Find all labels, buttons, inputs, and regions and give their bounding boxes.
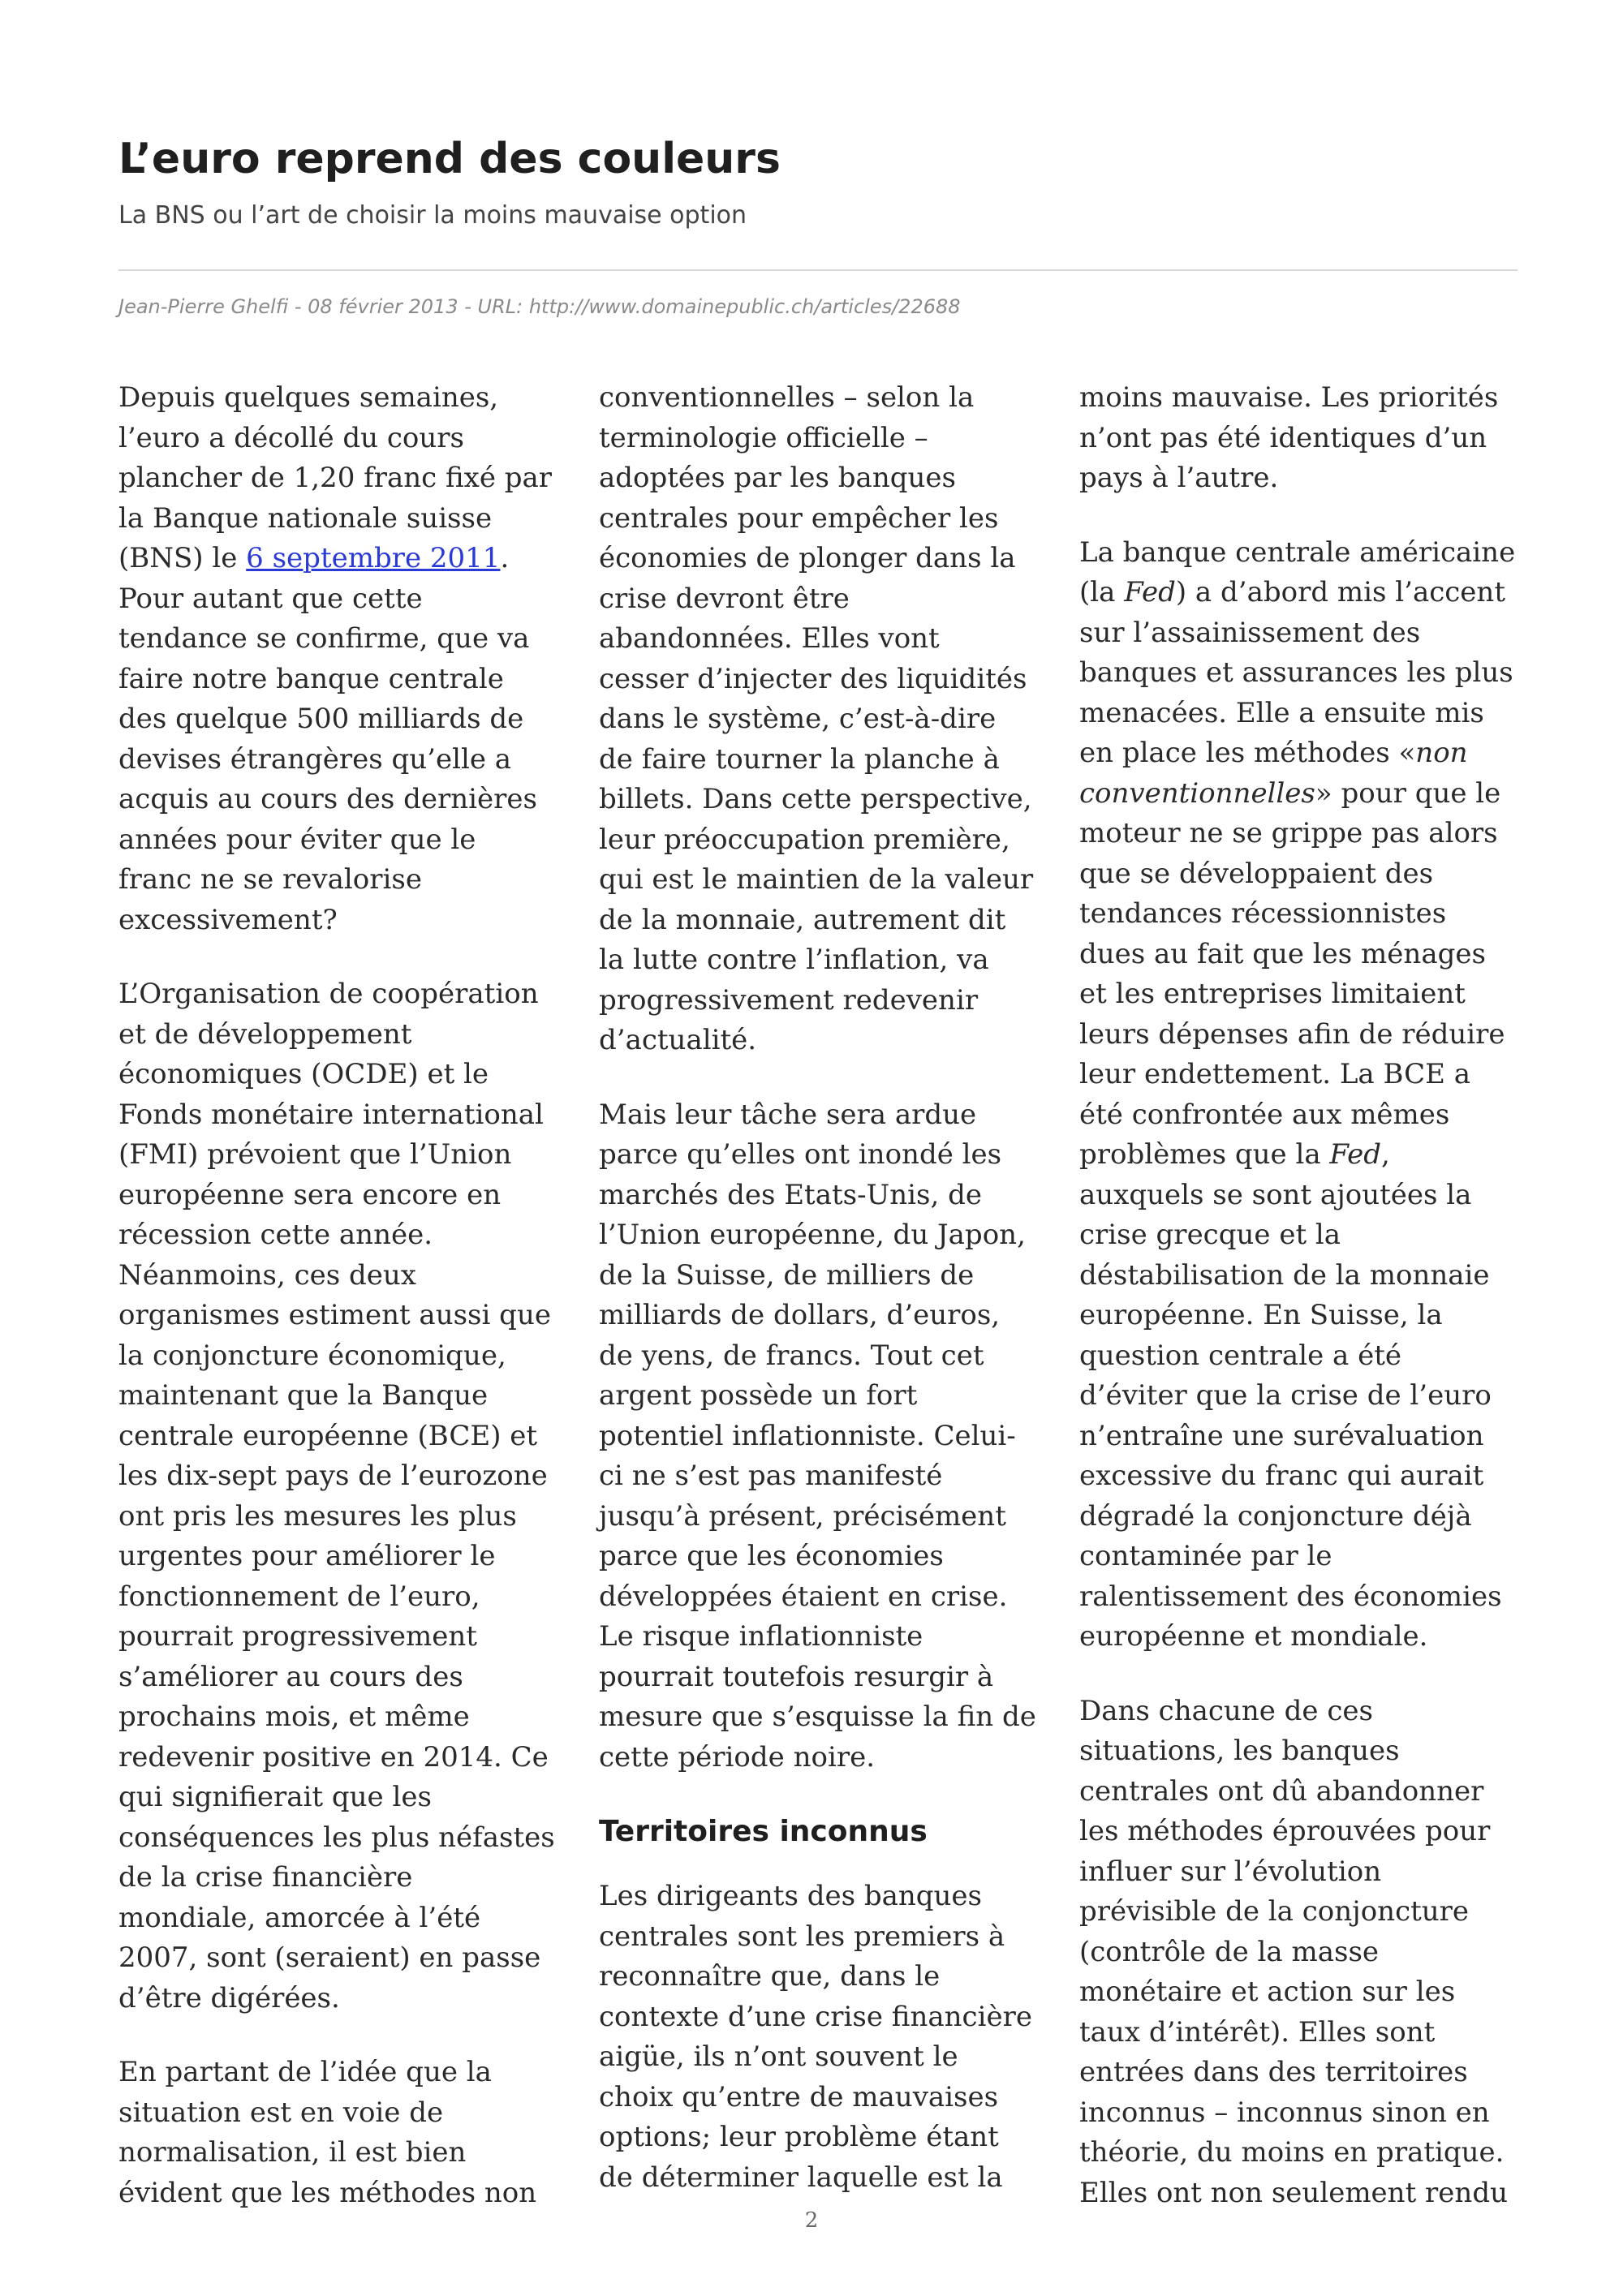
column-3 bbox=[1079, 378, 1518, 2209]
paragraph: Dans chacune de ces situations, les banques centrales ont dû abandonner les méthodes éprouvées pour influer sur l’évolution prévisible de la conjoncture (contrôle de la masse monétaire et action sur les taux d’intérêt). Elles sont entrées dans des territoires inconnus – inconnus sinon en théorie, du moins en pratique. Elles ont non seulement rendu bbox=[1079, 1694, 1508, 2209]
section-heading: Territoires inconnus bbox=[599, 1815, 928, 1848]
paragraph: L’Organisation de coopération et de développement économiques (OCDE) et le Fonds monétaire international (FMI) prévoient que l’Union européenne sera encore en récession cette année. Néanmoins, ces deux organismes estiment aussi que la conjoncture économique, maintenant que la Banque centrale européenne (BCE) et les dix-sept pays de l’eurozone ont pris les mesures les plus urgentes pour améliorer le fonctionnement de l’euro, pourrait progressivement s’améliorer au cours des prochains mois, et même redevenir positive en 2014. Ce qui signifierait que les conséquences les plus néfastes de la crise financière mondiale, amorcée à l’été 2007, sont (seraient) en passe d’être digérées. bbox=[118, 978, 555, 2014]
article-body bbox=[118, 378, 1518, 2209]
paragraph: Les dirigeants des banques centrales sont les premiers à reconnaître que, dans le contexte d’une crise financière aigüe, ils n’ont souvent le choix qu’entre de mauvaises options; leur problème étant de déterminer laquelle est la bbox=[599, 1880, 1032, 2194]
paragraph: conventionnelles – selon la terminologie officielle – adoptées par les banques centrales pour empêcher les économies de plonger dans la crise devront être abandonnées. Elles vont cesser d’injecter des liquidités dans le système, c’est-à-dire de faire tourner la planche à billets. Dans cette perspective, leur préoccupation première, qui est le maintien de la valeur de la monnaie, autrement dit la lutte contre l’inflation, va progressivement redevenir d’actualité. bbox=[599, 381, 1034, 1056]
date-link[interactable]: 6 septembre 2011 bbox=[246, 542, 501, 574]
paragraph: moins mauvaise. Les priorités n’ont pas été identiques d’un pays à l’autre. bbox=[1079, 381, 1499, 494]
column-1 bbox=[118, 378, 557, 2209]
page-number: 2 bbox=[804, 2208, 819, 2233]
paragraph: Mais leur tâche sera ardue parce qu’elles ont inondé les marchés des Etats-Unis, de l’Union européenne, du Japon, de la Suisse, de milliers de milliards de dollars, d’euros, de yens, de francs. Tout cet argent possède un fort potentiel inflationniste. Celui-ci ne s’est pas manifesté jusqu’à présent, précisément parce que les économies développées étaient en crise. Le risque inflationniste pourrait toutefois resurgir à mesure que s’esquisse la fin de cette période noire. bbox=[599, 1098, 1036, 1774]
paragraph: La banque centrale américaine (la Fed) a d’abord mis l’accent sur l’assainissement des banques et assurances les plus menacées. Elle a ensuite mis en place les méthodes «non conventionnelles» pour que le moteur ne se grippe pas alors que se développaient des tendances récessionnistes dues au fait que les ménages et les entreprises limitaient leurs dépenses afin de réduire leur endettement. La BCE a été confrontée aux mêmes problèmes que la Fed, auxquels se sont ajoutées la crise grecque et la déstabilisation de la monnaie européenne. En Suisse, la question centrale a été d’éviter que la crise de l’euro n’entraîne une surévaluation excessive du franc qui aurait dégradé la conjoncture déjà contaminée par le ralentissement des économies européenne et mondiale. bbox=[1079, 535, 1516, 1653]
paragraph: Depuis quelques semaines, l’euro a décollé du cours plancher de 1,20 franc fixé par la Banque nationale suisse (BNS) le 6 septembre 2011. Pour autant que cette tendance se confirme, que va faire notre banque centrale des quelque 500 milliards de devises étrangères qu’elle a acquis au cours des dernières années pour éviter que le franc ne se revalorise excessivement? bbox=[118, 381, 553, 936]
paragraph: En partant de l’idée que la situation est en voie de normalisation, il est bien évident que les méthodes non bbox=[118, 2056, 537, 2209]
article-meta: Jean-Pierre Ghelfi - 08 février 2013 - URL: http://www.domainepublic.ch/articles/22688 bbox=[118, 295, 961, 318]
header-divider bbox=[118, 269, 1518, 271]
article-title: L’euro reprend des couleurs bbox=[118, 135, 781, 183]
article-subtitle: La BNS ou l’art de choisir la moins mauvaise option bbox=[118, 201, 747, 230]
column-2 bbox=[599, 378, 1037, 2194]
